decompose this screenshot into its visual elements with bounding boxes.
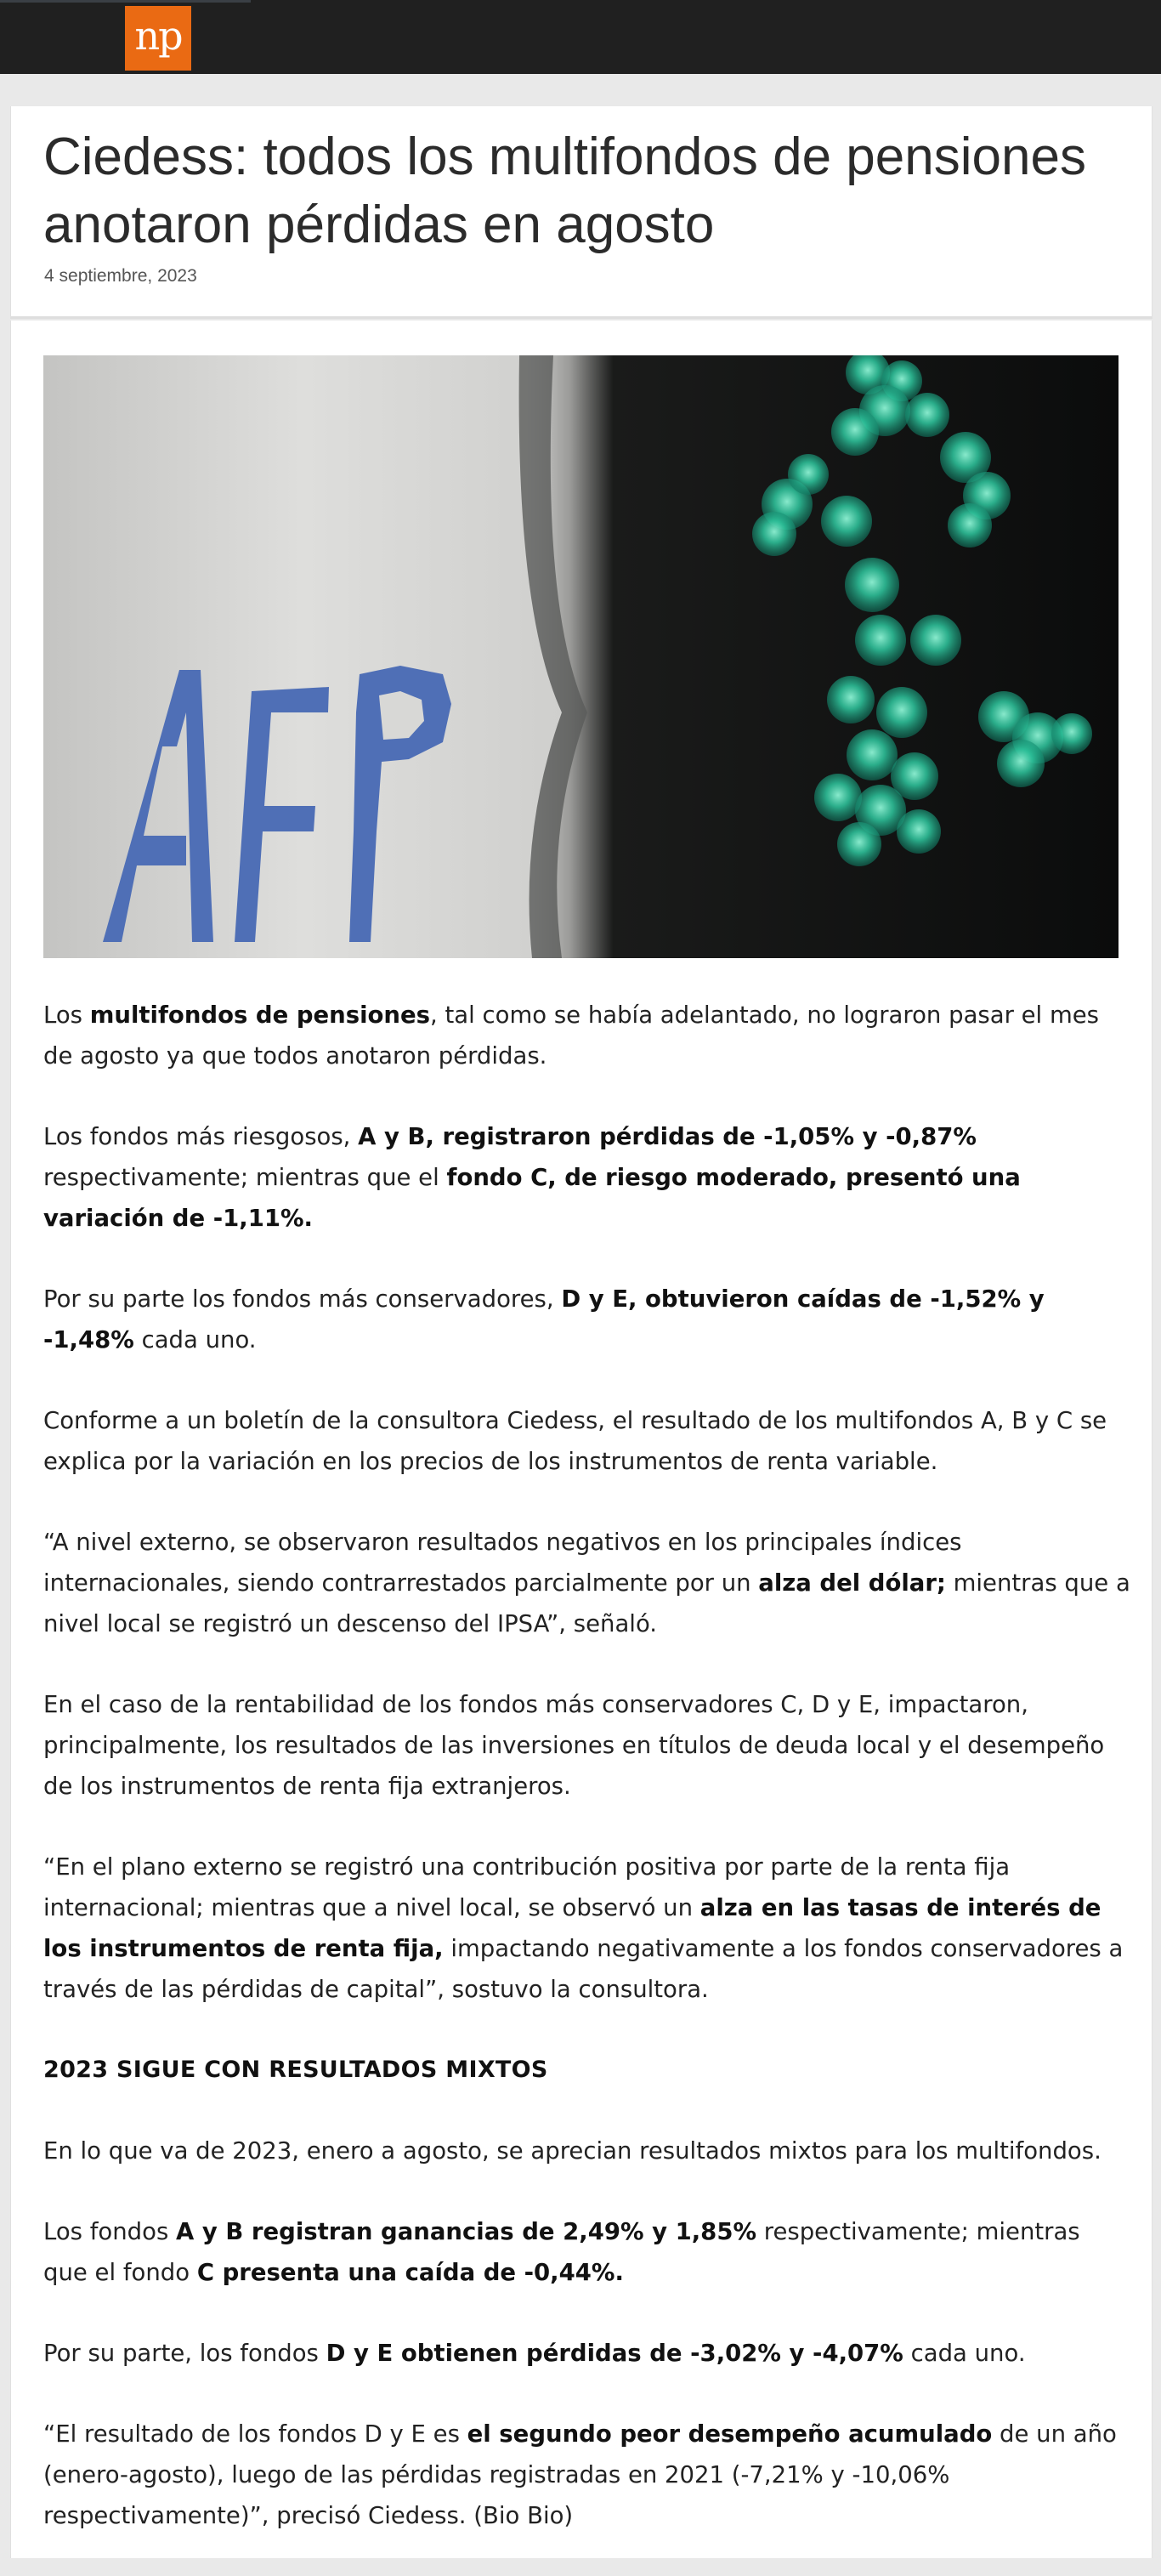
section-heading: 2023 SIGUE CON RESULTADOS MIXTOS bbox=[43, 2057, 548, 2083]
paragraph: En lo que va de 2023, enero a agosto, se aprecian resultados mixtos para los multifondos. bbox=[43, 2137, 1102, 2165]
paragraph: Por su parte los fondos más conservadores, D y E, obtuvieron caídas de -1,52% y -1,48% cada uno. bbox=[43, 1285, 1045, 1353]
afp-traffic-light-photo bbox=[43, 355, 1119, 958]
article-content bbox=[10, 321, 1153, 2558]
paragraph: “El resultado de los fondos D y E es el segundo peor desempeño acumulado de un año (enero-agosto), luego de las pérdidas registradas en 2021 (-7,21% y -10,06% respectivamente)”, precisó Ciedess. (Bio Bio) bbox=[43, 2420, 1117, 2529]
paragraph: Los fondos más riesgosos, A y B, registraron pérdidas de -1,05% y -0,87% respectivamente; mientras que el fondo C, de riesgo moderado, presentó una variación de -1,11%. bbox=[43, 1123, 1021, 1232]
site-logo[interactable] bbox=[125, 6, 191, 71]
hero-image bbox=[43, 355, 1119, 958]
site-header-bar bbox=[0, 0, 1161, 74]
paragraph: Por su parte, los fondos D y E obtienen pérdidas de -3,02% y -4,07% cada uno. bbox=[43, 2340, 1026, 2367]
article-title: Ciedess: todos los multifondos de pensiones anotaron pérdidas en agosto bbox=[43, 128, 1086, 254]
paragraph: Conforme a un boletín de la consultora Ciedess, el resultado de los multifondos A, B y C se explica por la variación en los precios de los instrumentos de renta variable. bbox=[43, 1407, 1107, 1475]
paragraph: En el caso de la rentabilidad de los fondos más conservadores C, D y E, impactaron, principalmente, los resultados de las inversiones en títulos de deuda local y el desempeño de los instrumentos de renta fija extranjeros. bbox=[43, 1691, 1105, 1800]
green-pedestrian-light bbox=[752, 355, 1092, 866]
logo-text: np bbox=[134, 13, 182, 59]
paragraph: Los multifondos de pensiones, tal como se había adelantado, no lograron pasar el mes de agosto ya que todos anotaron pérdidas. bbox=[43, 1001, 1099, 1070]
paragraph: Los fondos A y B registran ganancias de 2,49% y 1,85% respectivamente; mientras que el fondo C presenta una caída de -0,44%. bbox=[43, 2218, 1080, 2286]
header-accent-line bbox=[0, 0, 251, 3]
paragraph: “A nivel externo, se observaron resultados negativos en los principales índices internacionales, siendo contrarrestados parcialmente por un alza del dólar; mientras que a nivel local se registró un descenso del IPSA”, señaló. bbox=[43, 1529, 1130, 1637]
article-date: 4 septiembre, 2023 bbox=[44, 266, 197, 286]
paragraph: “En el plano externo se registró una contribución positiva por parte de la renta fija internacional; mientras que a nivel local, se observó un alza en las tasas de interés de los instrumentos de renta fija, impactando negativamente a los fondos conservadores a través de las pérdidas de capital”, sostuvo la consultora. bbox=[43, 1853, 1124, 2003]
article-body bbox=[43, 995, 1131, 2576]
article-header bbox=[10, 106, 1153, 319]
